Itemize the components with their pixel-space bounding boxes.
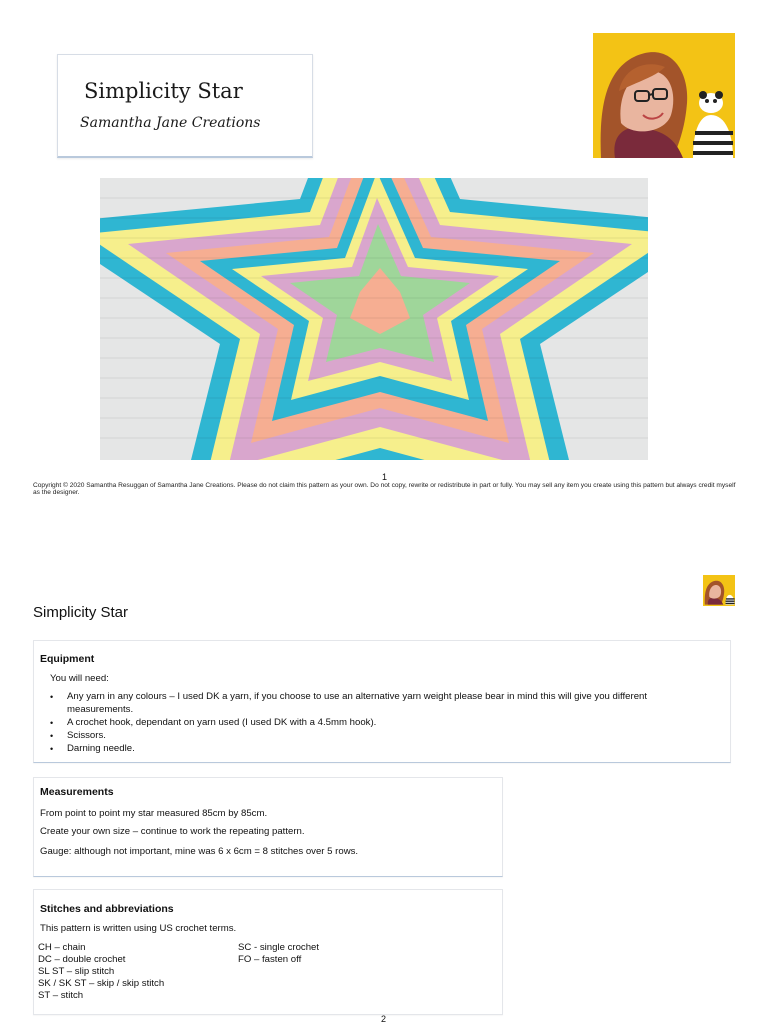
abbrev-item: SC - single crochet <box>238 942 320 953</box>
star-blanket-photo <box>100 178 648 460</box>
abbrev-item: ST – stitch <box>38 990 84 1001</box>
page-number-1: 1 <box>382 472 388 482</box>
equipment-intro: You will need: <box>50 673 109 684</box>
designer-portrait-small <box>703 575 735 606</box>
measurement-line: Create your own size – continue to work the repeating pattern. <box>40 826 305 837</box>
abbrev-left-col <box>38 942 164 1002</box>
abbrev-item: FO – fasten off <box>238 954 302 965</box>
abbrev-item: CH – chain <box>38 942 86 953</box>
list-item: • Scissors. <box>40 730 707 743</box>
list-item: • Any yarn in any colours – I used DK a yarn, if you choose to use an alternative yarn weight please bear in mind this will give you different measurements. <box>40 691 707 717</box>
equipment-section <box>33 640 731 763</box>
abbrev-item: DC – double crochet <box>38 954 126 965</box>
measurements-section <box>33 777 503 877</box>
stitches-intro: This pattern is written using US crochet terms. <box>40 923 237 934</box>
measurement-line: Gauge: although not important, mine was 6 x 6cm = 8 stitches over 5 rows. <box>40 846 359 857</box>
stitches-heading: Stitches and abbreviations <box>40 903 174 915</box>
stitches-section <box>33 889 503 1015</box>
pattern-title: Simplicity Star <box>84 79 243 103</box>
list-item: • A crochet hook, dependant on yarn used (I used DK with a 4.5mm hook). <box>40 717 707 730</box>
abbrev-item: SK / SK ST – skip / skip stitch <box>38 978 165 989</box>
page-number-2: 2 <box>381 1014 387 1024</box>
copyright-notice: Copyright © 2020 Samantha Resuggan of Samantha Jane Creations. Please do not claim this pattern as your own. Do not copy, rewrite or redistribute in part or fully. You may sell any item you create using this pattern but always credit myself as the designer. <box>33 482 736 497</box>
measurement-line: From point to point my star measured 85cm by 85cm. <box>40 808 268 819</box>
equipment-heading: Equipment <box>40 653 95 665</box>
page2-title: Simplicity Star <box>33 604 129 621</box>
list-item: • Darning needle. <box>40 743 707 756</box>
title-card <box>57 54 313 158</box>
measurements-heading: Measurements <box>40 786 114 798</box>
designer-name: Samantha Jane Creations <box>80 115 261 131</box>
equipment-list <box>40 691 707 756</box>
designer-portrait <box>593 33 735 158</box>
abbrev-item: SL ST – slip stitch <box>38 966 115 977</box>
abbrev-right-col <box>238 942 319 966</box>
